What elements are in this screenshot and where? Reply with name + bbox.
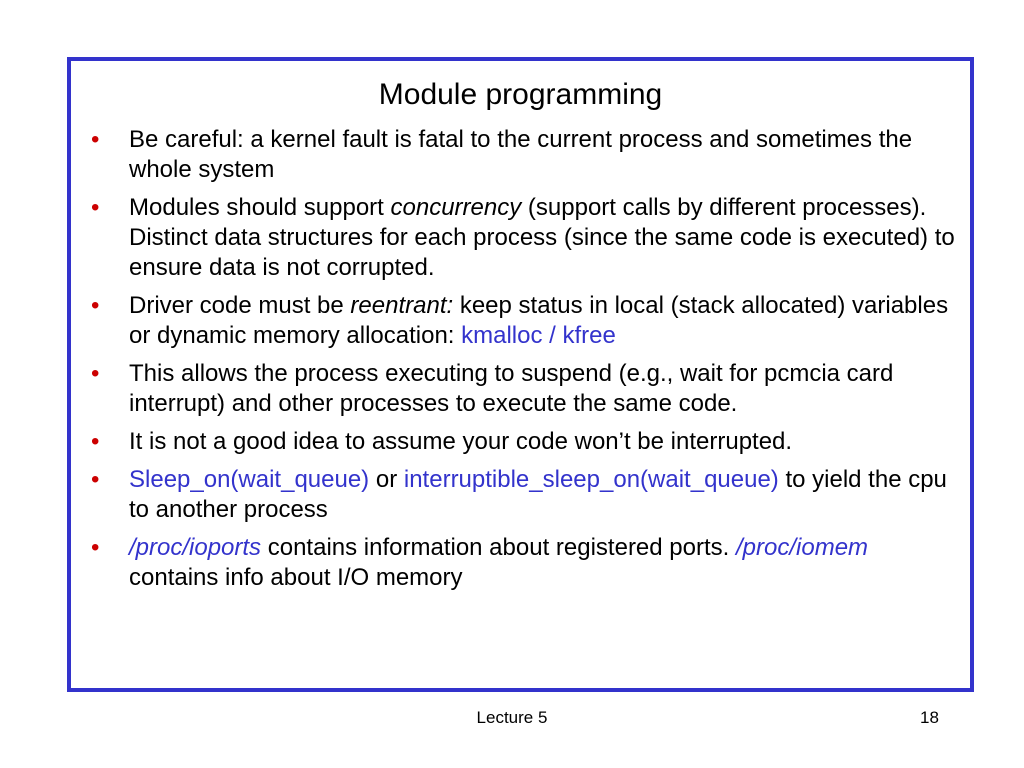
bullet-item [91, 125, 961, 185]
bullet-item [91, 533, 961, 593]
emphasis-text: concurrency [390, 194, 522, 221]
bullet-text: This allows the process executing to suspend (e.g., wait for pcmcia card interrupt) and other processes to execute the same code. [129, 360, 894, 417]
bullet-text: keep status in local (stack allocated) variables or dynamic memory allocation: [129, 292, 949, 349]
bullet-item [91, 427, 961, 457]
code-term: Sleep_on(wait_queue) [129, 466, 370, 493]
slide-frame [67, 57, 974, 692]
bullet-list [91, 125, 961, 601]
slide-title: Module programming [378, 78, 663, 111]
bullet-marker: • [91, 292, 100, 319]
bullet-item [91, 291, 961, 351]
page-number: 18 [920, 708, 939, 727]
emphasis-text: reentrant: [350, 292, 454, 319]
code-term: kmalloc / kfree [461, 322, 616, 349]
bullet-marker: • [91, 360, 100, 387]
bullet-text: Driver code must be [129, 292, 351, 319]
bullet-text: or [369, 466, 404, 493]
bullet-marker: • [91, 428, 100, 455]
bullet-text: contains information about registered ports. [261, 534, 736, 561]
bullet-marker: • [91, 466, 100, 493]
footer-lecture-label: Lecture 5 [476, 708, 548, 727]
bullet-item [91, 193, 961, 283]
bullet-marker: • [91, 194, 100, 221]
bullet-marker: • [91, 534, 100, 561]
bullet-text: contains info about I/O memory [129, 564, 463, 591]
bullet-item [91, 359, 961, 419]
file-path: /proc/ioports [129, 534, 262, 561]
file-path: /proc/iomem [736, 534, 869, 561]
bullet-marker: • [91, 126, 100, 153]
bullet-item [91, 465, 961, 525]
code-term: interruptible_sleep_on(wait_queue) [403, 466, 779, 493]
bullet-text: Modules should support [129, 194, 391, 221]
bullet-text: to yield the cpu to another process [129, 466, 947, 523]
bullet-text: Be careful: a kernel fault is fatal to the current process and sometimes the whole system [129, 126, 913, 183]
bullet-text: It is not a good idea to assume your code won’t be interrupted. [129, 428, 793, 455]
bullet-text: (support calls by different processes). Distinct data structures for each process (since the same code is executed) to ensure data is not corrupted. [129, 194, 955, 281]
